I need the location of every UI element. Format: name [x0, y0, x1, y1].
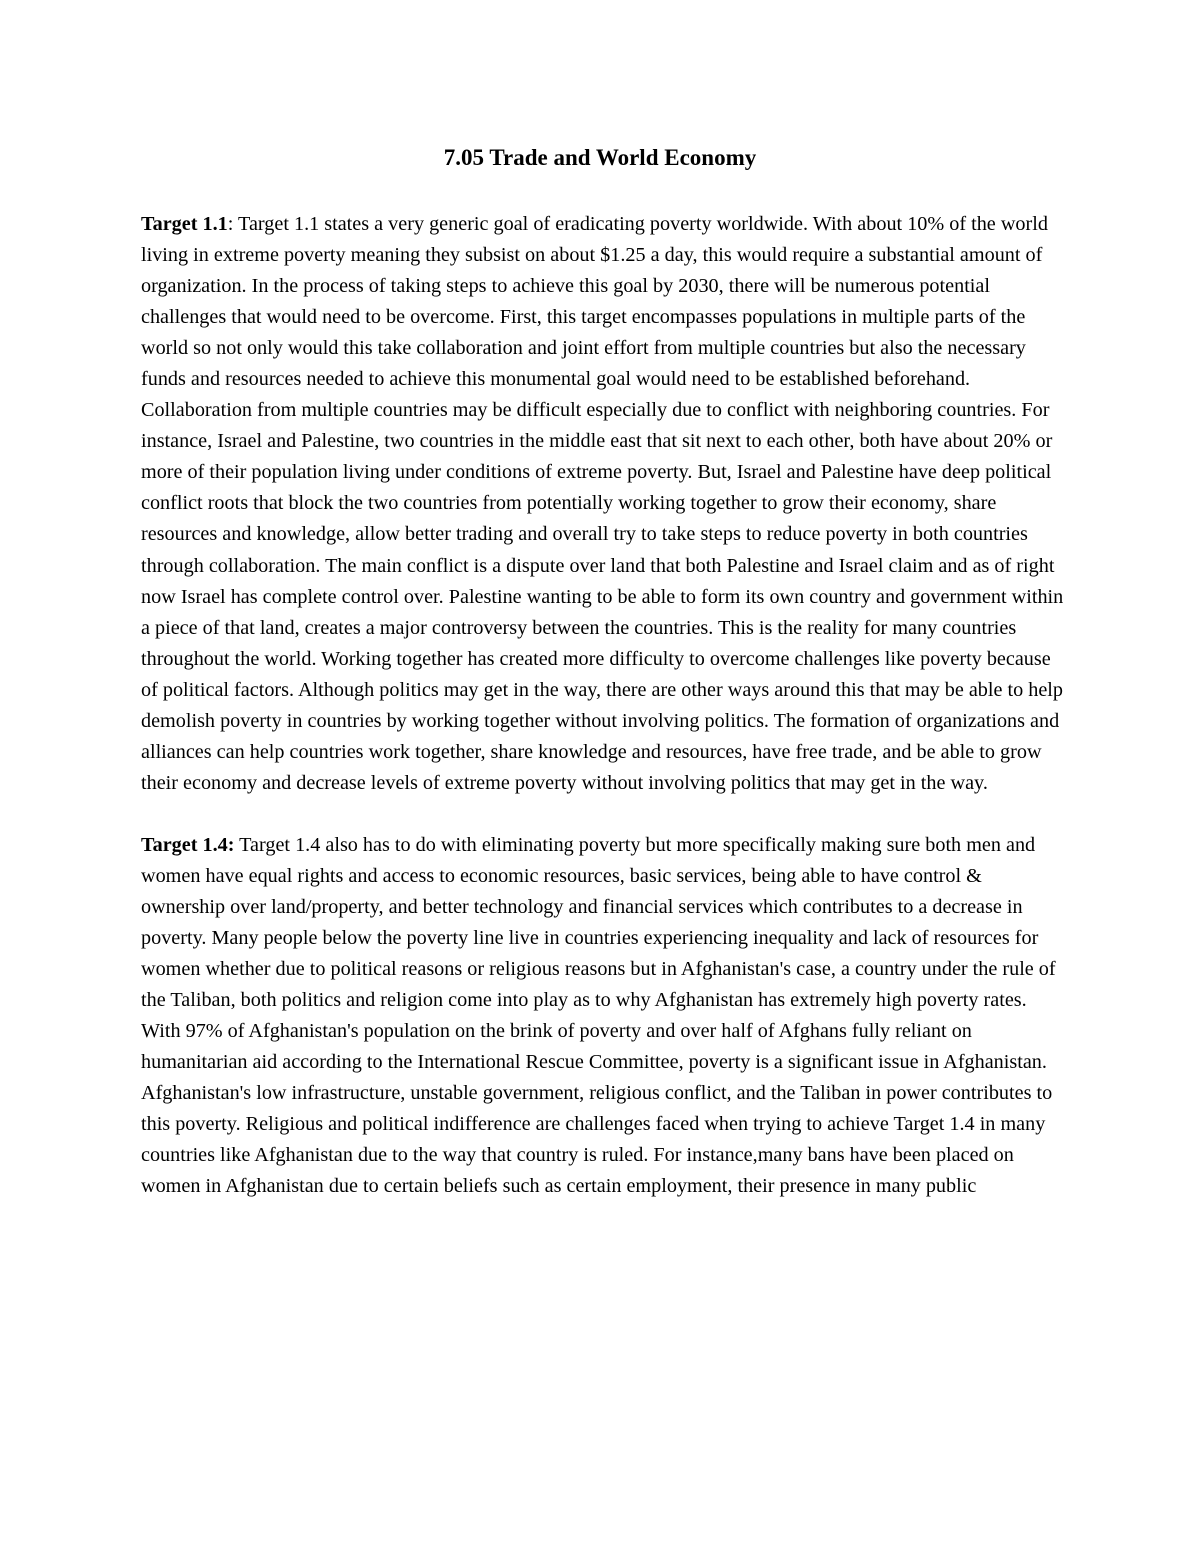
paragraph-target-1-1	[141, 209, 1066, 799]
paragraph-label: Target 1.4:	[141, 833, 235, 856]
paragraph-target-1-4	[141, 830, 1066, 1203]
paragraph-label: Target 1.1	[141, 213, 228, 235]
document-title: 7.05 Trade and World Economy	[443, 145, 757, 170]
paragraph-separator: :	[227, 213, 239, 235]
paragraph-text: Target 1.1 states a very generic goal of eradicating poverty worldwide. With about 10% of the world living in extreme poverty meaning they subsist on about $1.25 a day, this would require a substantial amount of organization. In the process of taking steps to achieve this goal by 2030, there will be numerous potential challenges that would need to be overcome. First, this target encompasses populations in multiple parts of the world so not only would this take collaboration and joint effort from multiple countries but also the necessary funds and resources needed to achieve this monumental goal would need to be established beforehand. Collaboration from multiple countries may be difficult especially due to conflict with neighboring countries. For instance, Israel and Palestine, two countries in the middle east that sit next to each other, both have about 20% or more of their population living under conditions of extreme poverty. But, Israel and Palestine have deep political conflict roots that block the two countries from potentially working together to grow their economy, share resources and knowledge, allow better trading and overall try to take steps to reduce poverty in both countries through collaboration. The main conflict is a dispute over land that both Palestine and Israel claim and as of right now Israel has complete control over. Palestine wanting to be able to form its own country and government within a piece of that land, creates a major controversy between the countries. This is the reality for many countries throughout the world. Working together has created more difficulty to overcome challenges like poverty because of political factors. Although politics may get in the way, there are other ways around this that may be able to help demolish poverty in countries by working together without involving politics. The formation of organizations and alliances can help countries work together, share knowledge and resources, have free trade, and be able to grow their economy and decrease levels of extreme poverty without involving politics that may get in the way.	[141, 213, 1064, 794]
document-body	[141, 209, 1066, 1202]
paragraph-text: Target 1.4 also has to do with eliminating poverty but more specifically making sure both men and women have equal rights and access to economic resources, basic services, being able to have control & ownership over land/property, and better technology and financial services which contributes to a decrease in poverty. Many people below the poverty line live in countries experiencing inequality and lack of resources for women whether due to political reasons or religious reasons but in Afghanistan's case, a country under the rule of the Taliban, both politics and religion come into play as to why Afghanistan has extremely high poverty rates. With 97% of Afghanistan's population on the brink of poverty and over half of Afghans fully reliant on humanitarian aid according to the International Rescue Committee, poverty is a significant issue in Afghanistan. Afghanistan's low infrastructure, unstable government, religious conflict, and the Taliban in power contributes to this poverty. Religious and political indifference are challenges faced when trying to achieve Target 1.4 in many countries like Afghanistan due to the way that country is ruled. For instance,many bans have been placed on women in Afghanistan due to certain beliefs such as certain employment, their presence in many public	[141, 833, 1056, 1198]
